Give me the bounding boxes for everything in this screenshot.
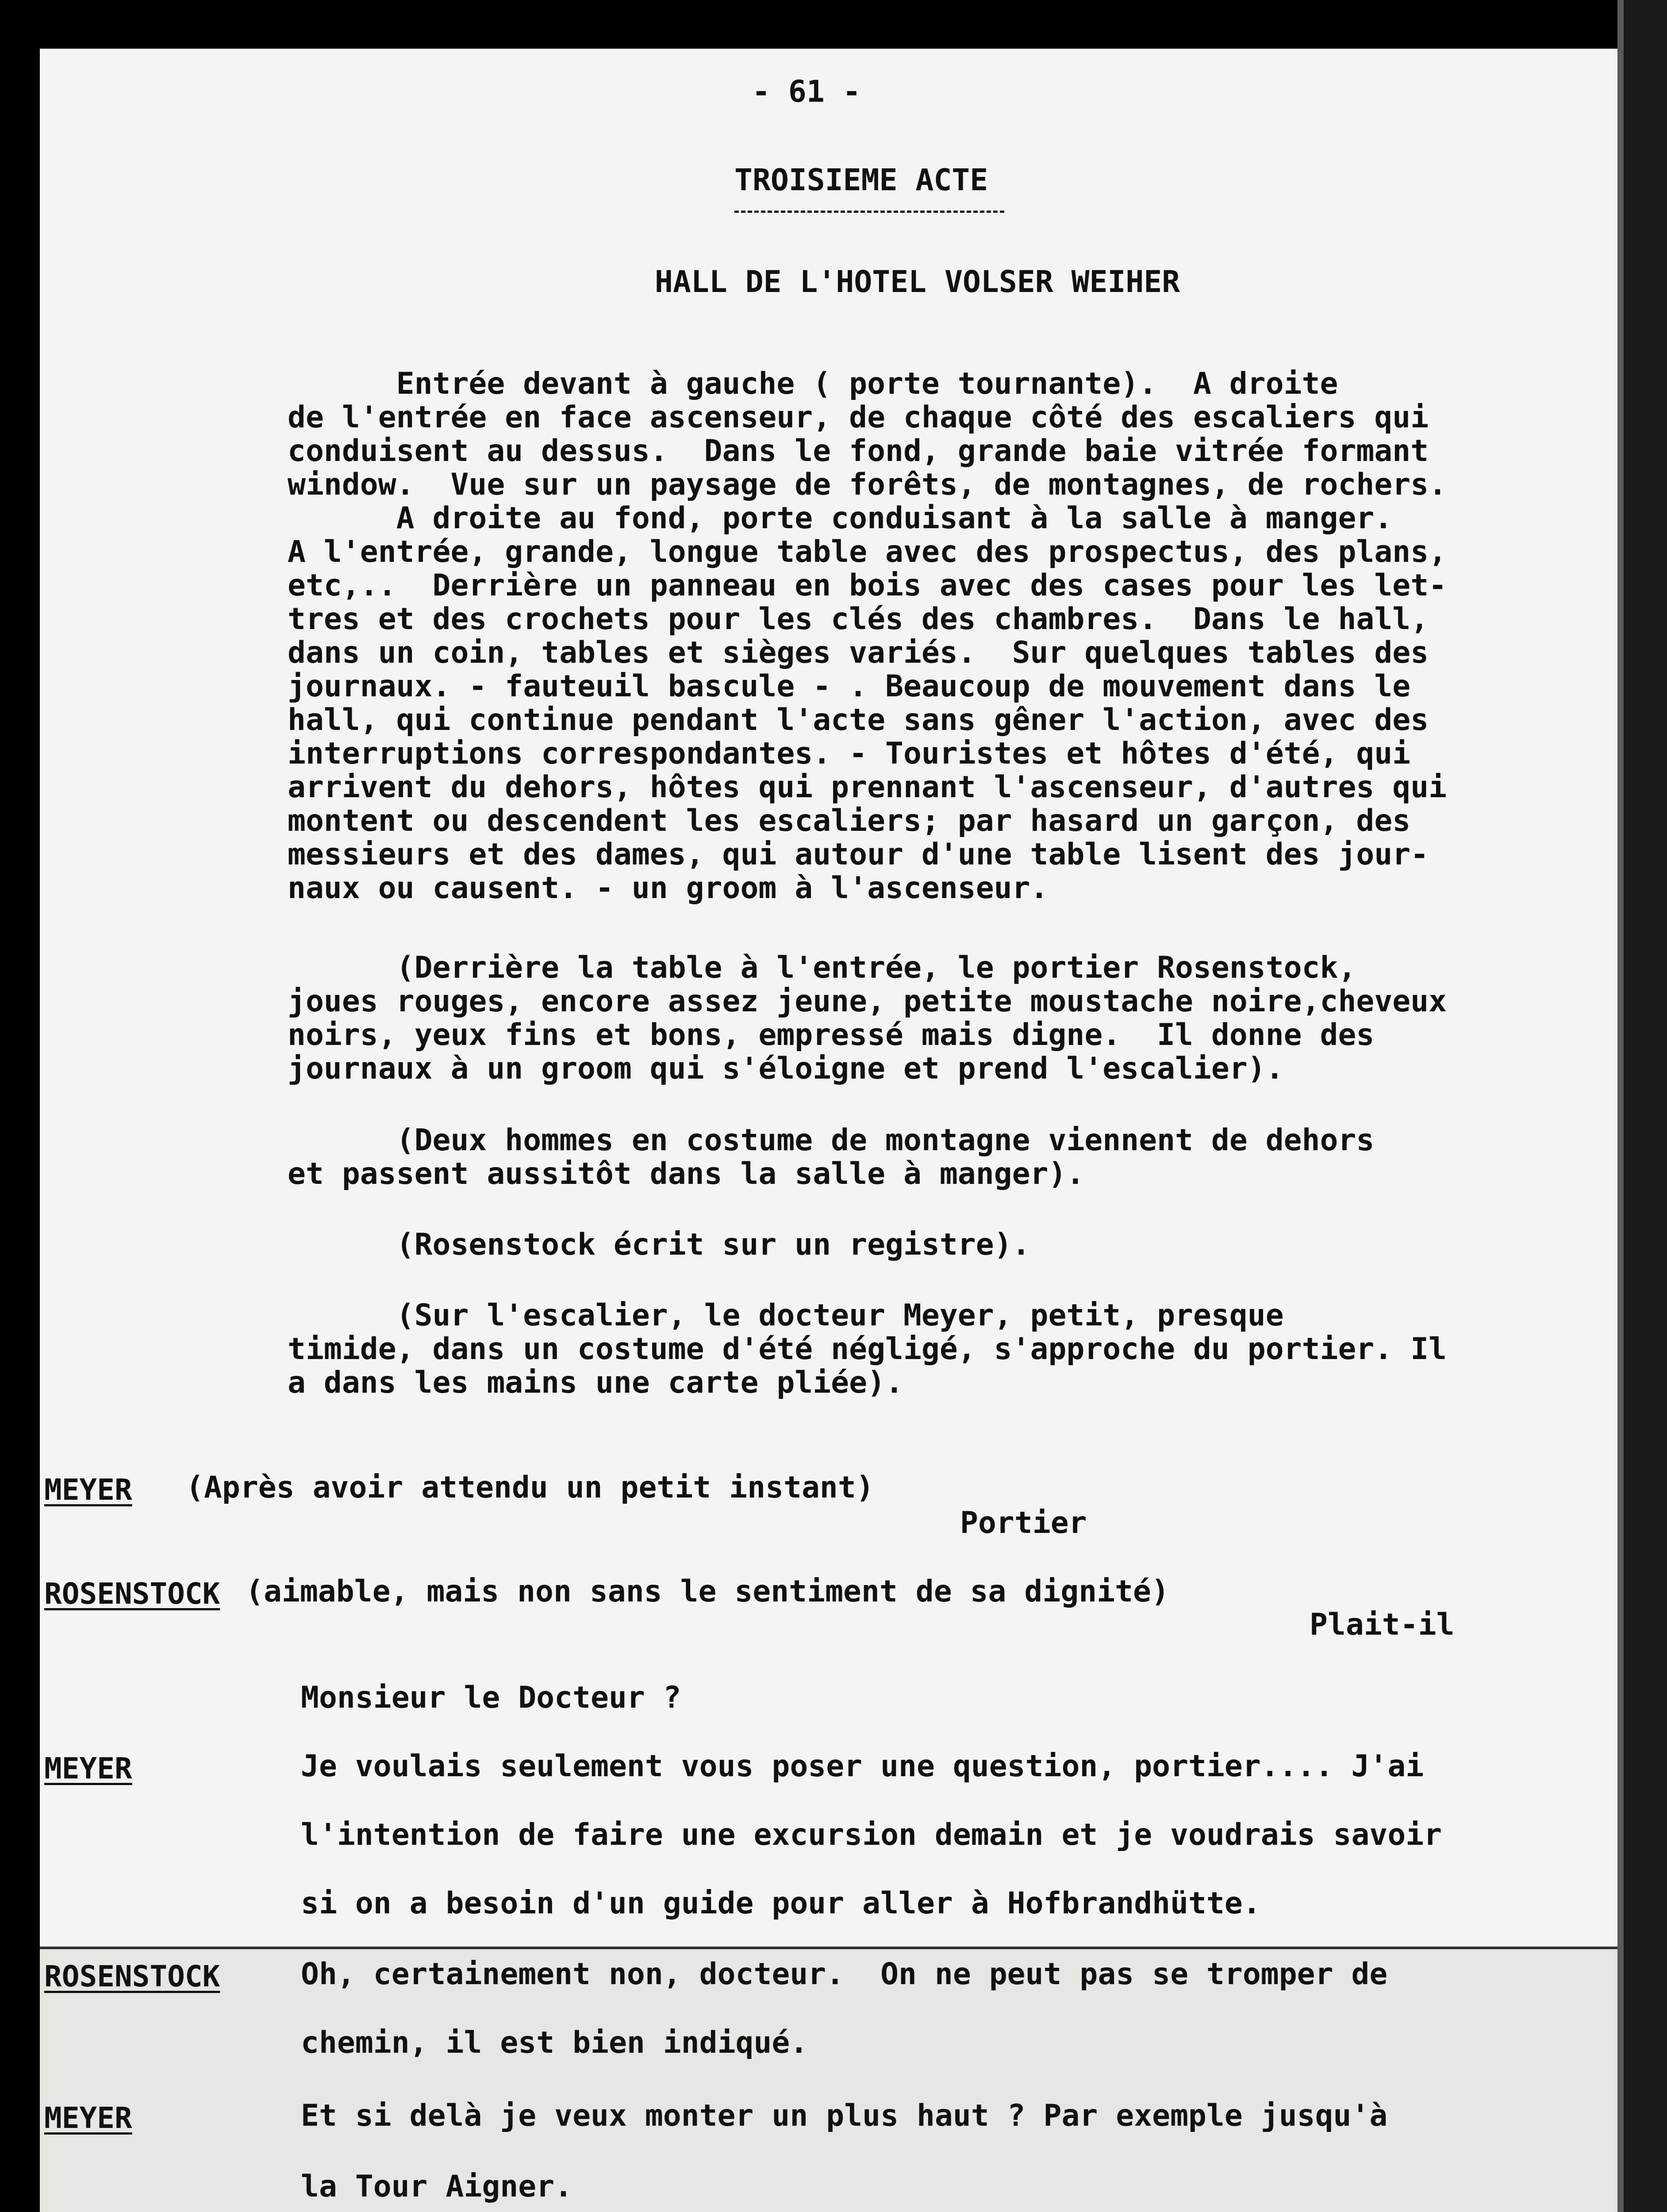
direction-line: joues rouges, encore assez jeune, petite moustache noire,cheveux <box>288 984 1447 1019</box>
speaker-rosenstock: ROSENSTOCK <box>44 1577 220 1611</box>
direction-line: hall, qui continue pendant l'acte sans gêner l'action, avec des <box>288 703 1429 737</box>
direction-line: conduisent au dessus. Dans le fond, grande baie vitrée formant <box>288 434 1429 469</box>
page-number: - 61 - <box>752 74 861 109</box>
direction-line: noirs, yeux fins et bons, empressé mais digne. Il donne des <box>288 1018 1375 1052</box>
dialogue-line: si on a besoin d'un guide pour aller à Hofbrandhütte. <box>301 1886 1261 1921</box>
speaker-rosenstock: ROSENSTOCK <box>44 1959 220 1993</box>
direction-line: a dans les mains une carte pliée). <box>288 1365 903 1400</box>
dialogue-line: Monsieur le Docteur ? <box>301 1680 681 1715</box>
direction-line: (Sur l'escalier, le docteur Meyer, petit, presque <box>288 1298 1284 1333</box>
scene-title: HALL DE L'HOTEL VOLSER WEIHER <box>655 265 1180 300</box>
direction-line: A droite au fond, porte conduisant à la salle à manger. <box>288 501 1393 536</box>
direction-registre: (Rosenstock écrit sur un registre). <box>288 1227 1030 1262</box>
act-title: TROISIEME ACTE <box>734 163 988 198</box>
speaker-meyer: MEYER <box>44 1473 132 1507</box>
dialogue-line: l'intention de faire une excursion demain et je voudrais savoir <box>301 1817 1442 1852</box>
direction-line: (Derrière la table à l'entrée, le portier Rosenstock, <box>288 950 1356 985</box>
dialogue-line: chemin, il est bien indiqué. <box>301 2025 808 2060</box>
direction-line: timide, dans un costume d'été négligé, s'approche du portier. Il <box>288 1332 1447 1367</box>
dialogue-line: Portier <box>960 1505 1087 1540</box>
direction-line: etc,.. Derrière un panneau en bois avec des cases pour les let- <box>288 568 1447 603</box>
direction-line: dans un coin, tables et sièges variés. Sur quelques tables des <box>288 635 1429 670</box>
speaker-meyer: MEYER <box>44 1751 132 1786</box>
stage-note: (aimable, mais non sans le sentiment de sa dignité) <box>246 1574 1169 1609</box>
dialogue-line: Et si delà je veux monter un plus haut ? Par exemple jusqu'à <box>301 2098 1388 2133</box>
direction-line: et passent aussitôt dans la salle à manger). <box>288 1156 1085 1191</box>
title-rule <box>734 211 1004 215</box>
direction-line: montent ou descendent les escaliers; par hasard un garçon, des <box>288 803 1411 838</box>
stage-note: (Après avoir attendu un petit instant) <box>186 1470 874 1505</box>
direction-line: arrivent du dehors, hôtes qui prennant l'ascenseur, d'autres qui <box>288 770 1447 805</box>
direction-line: A l'entrée, grande, longue table avec des prospectus, des plans, <box>288 534 1447 569</box>
dialogue-line: Plait-il <box>1310 1607 1455 1642</box>
direction-line: Entrée devant à gauche ( porte tournante). A droite <box>288 366 1338 401</box>
dialogue-line: Oh, certainement non, docteur. On ne peut pas se tromper de <box>301 1957 1388 1992</box>
left-border <box>0 0 40 2212</box>
direction-line: messieurs et des dames, qui autour d'une table lisent des jour- <box>288 837 1429 872</box>
direction-line: window. Vue sur un paysage de forêts, de montagnes, de rochers. <box>288 467 1447 502</box>
direction-line: de l'entrée en face ascenseur, de chaque côté des escaliers qui <box>288 400 1429 435</box>
dialogue-line: Je voulais seulement vous poser une question, portier.... J'ai <box>301 1749 1424 1784</box>
direction-line: journaux à un groom qui s'éloigne et prend l'escalier). <box>288 1051 1284 1086</box>
direction-line: interruptions correspondantes. - Touristes et hôtes d'été, qui <box>288 736 1411 771</box>
right-edge <box>1617 0 1667 2212</box>
direction-line: journaux. - fauteuil bascule - . Beaucoup de mouvement dans le <box>288 669 1411 704</box>
direction-line: (Deux hommes en costume de montagne viennent de dehors <box>288 1123 1375 1158</box>
direction-line: tres et des crochets pour les clés des chambres. Dans le hall, <box>288 602 1429 637</box>
speaker-meyer: MEYER <box>44 2101 132 2135</box>
dialogue-line: la Tour Aigner. <box>301 2169 573 2204</box>
direction-line: naux ou causent. - un groom à l'ascenseur. <box>288 871 1049 906</box>
